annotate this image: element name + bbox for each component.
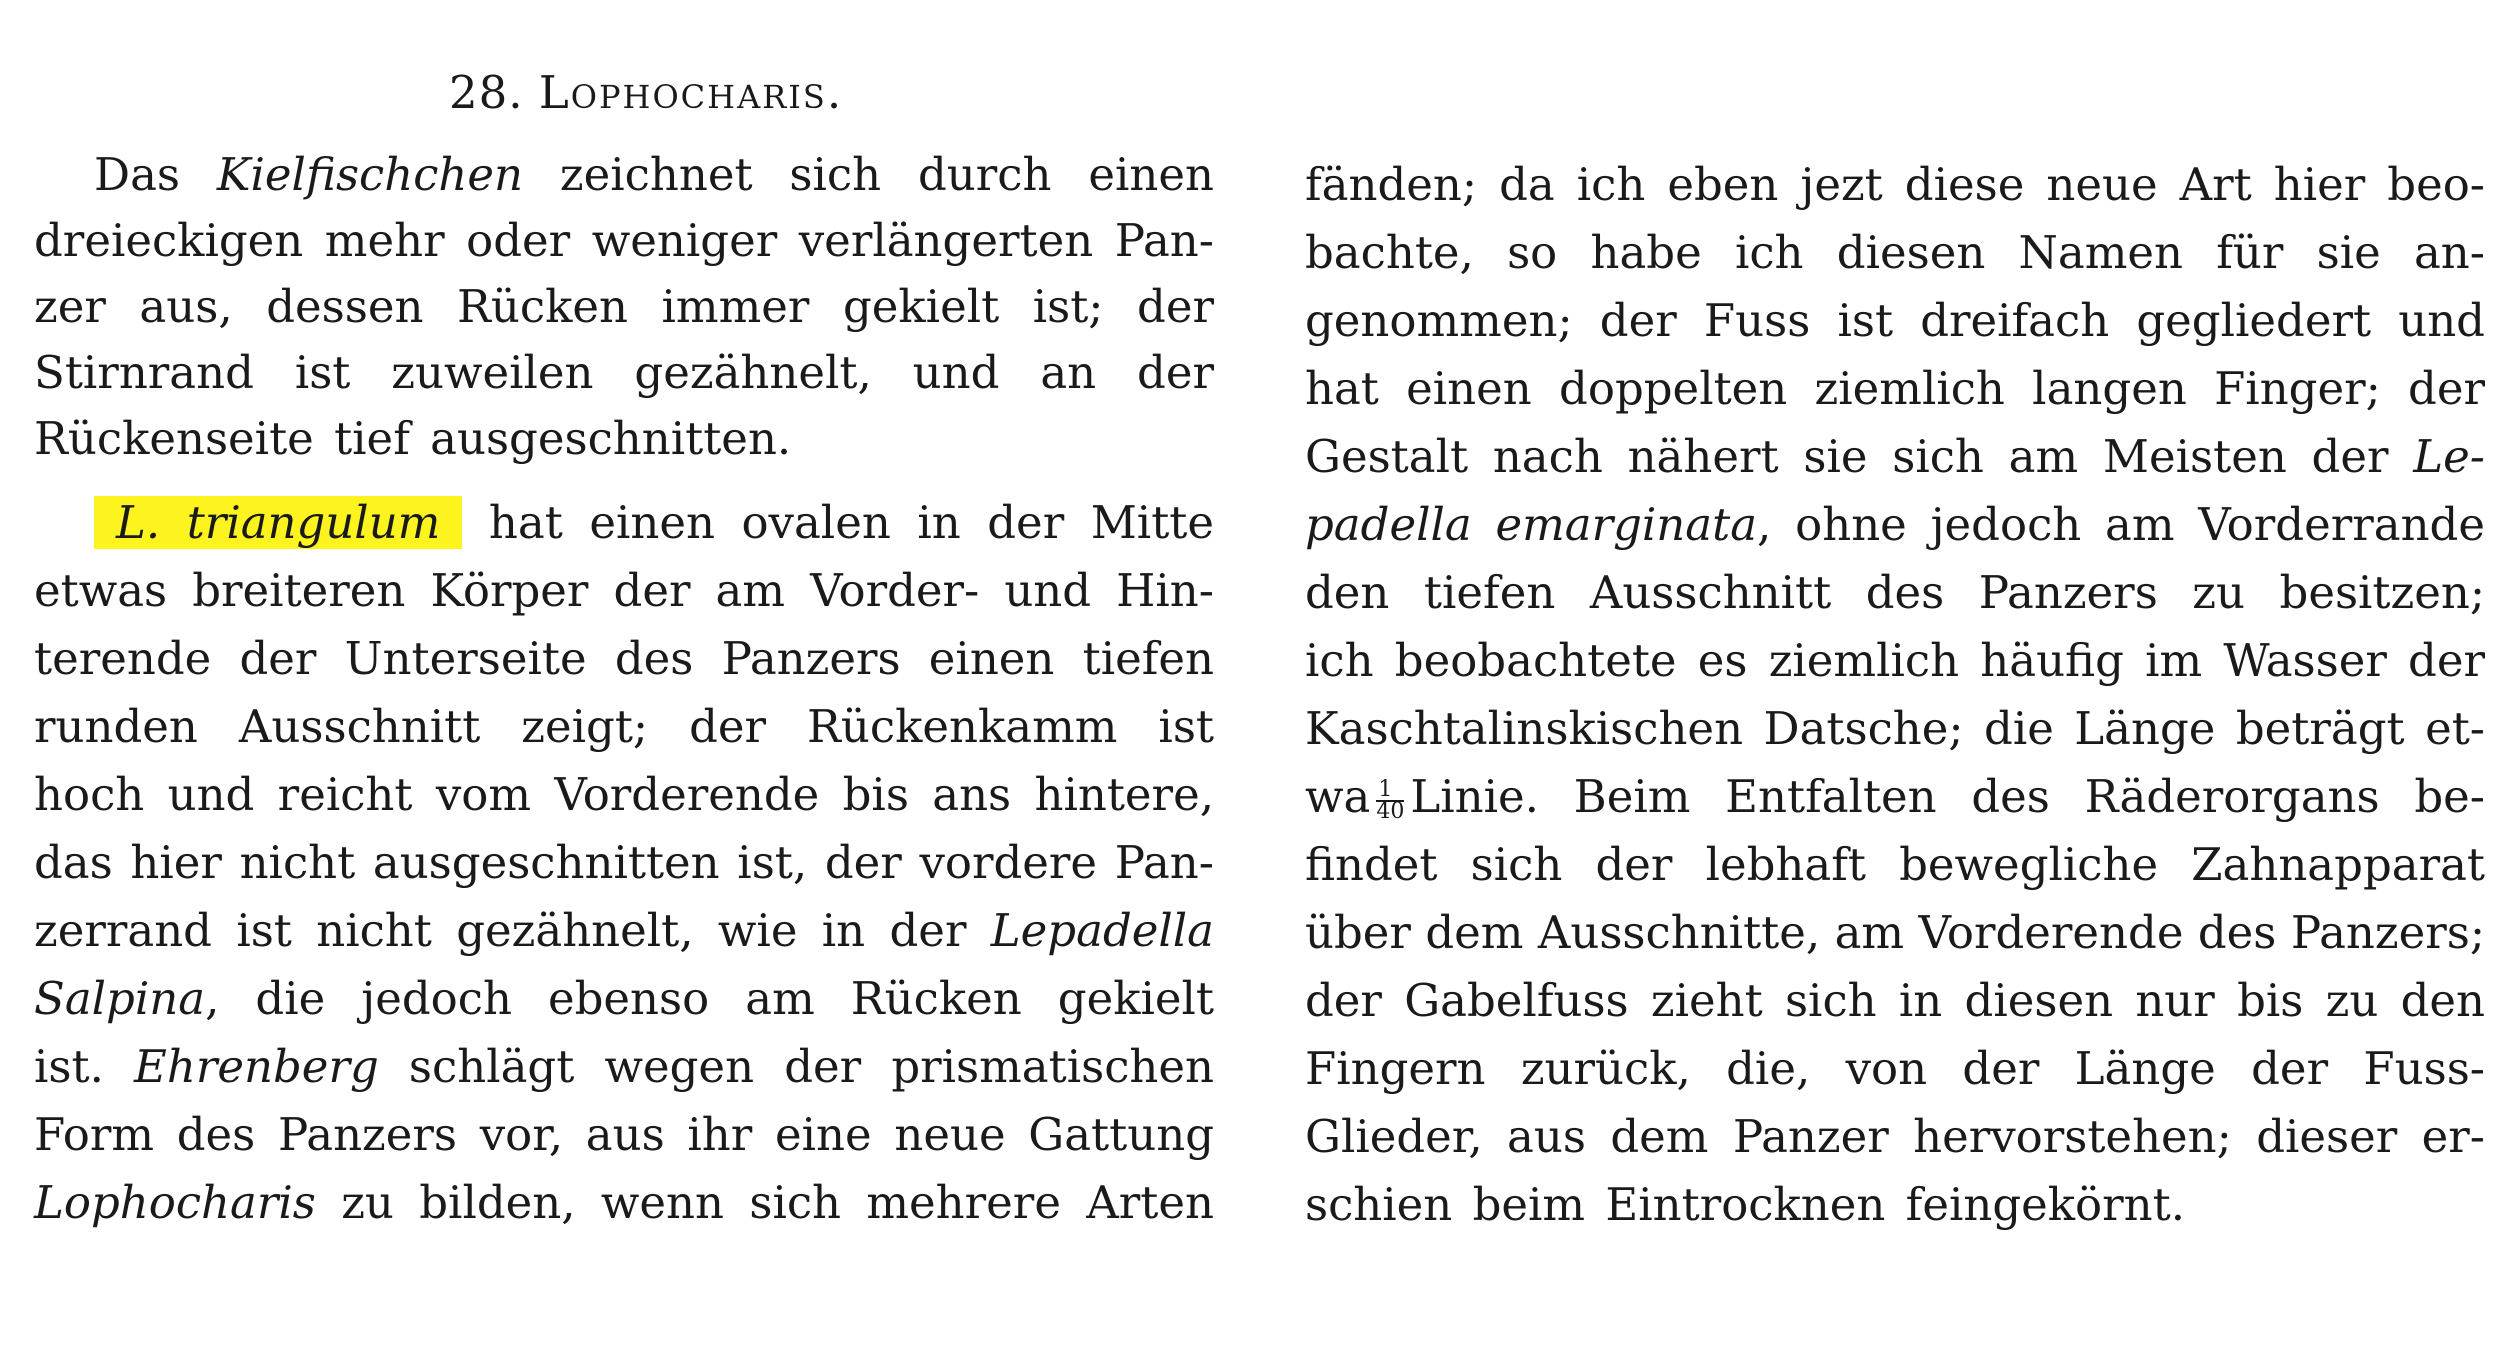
text-line: Form des Panzers vor, aus ihr eine neue Gattung bbox=[34, 1108, 1214, 1161]
text-line: findet sich der lebhaft bewegliche Zahnapparat bbox=[1305, 838, 2485, 891]
text-line: Fingern zurück, die, von der Länge der Fuss- bbox=[1305, 1042, 2485, 1095]
text-line: wa $\frac{1}{40}$ Linie. Beim Entfalten des Räderorgans be- bbox=[1305, 770, 2485, 824]
text-line: Stirnrand ist zuweilen gezähnelt, und an der bbox=[34, 346, 1214, 399]
text-line: der Gabelfuss zieht sich in diesen nur bis zu den bbox=[1305, 974, 2485, 1027]
text-line: Kaschtalinskischen Datsche; die Länge beträgt et- bbox=[1305, 702, 2485, 755]
fraction: $\frac{1}{40}$ bbox=[1376, 776, 1405, 824]
text-line: Salpina, die jedoch ebenso am Rücken gekielt bbox=[34, 972, 1214, 1025]
section-number: 28. bbox=[449, 66, 524, 119]
text-line: hoch und reicht vom Vorderende bis ans hintere, bbox=[34, 768, 1214, 821]
genus-common-name: Kielfischchen bbox=[216, 148, 524, 201]
text-line: Glieder, aus dem Panzer hervorstehen; dieser er- bbox=[1305, 1110, 2485, 1163]
highlighted-species-name: L. triangulum bbox=[94, 496, 462, 549]
text-line: Rückenseite tief ausgeschnitten. bbox=[34, 412, 792, 465]
text-line: L. triangulum hat einen ovalen in der Mitte bbox=[34, 488, 1214, 558]
text-line: ich beobachtete es ziemlich häufig im Wasser der bbox=[1305, 634, 2485, 687]
section-name: Lophocharis. bbox=[538, 66, 844, 119]
text-line: zer aus, dessen Rücken immer gekielt ist; der bbox=[34, 280, 1214, 333]
text-line: Lophocharis zu bilden, wenn sich mehrere Arten bbox=[34, 1176, 1214, 1229]
section-heading bbox=[449, 66, 843, 119]
text-line: Das Kielfischchen zeichnet sich durch einen bbox=[94, 148, 1214, 201]
text-line: fänden; da ich eben jezt diese neue Art hier beo- bbox=[1305, 158, 2485, 211]
text-line: Gestalt nach nähert sie sich am Meisten der Le- bbox=[1305, 430, 2485, 483]
text-line: padella emarginata, ohne jedoch am Vorderrande bbox=[1305, 498, 2485, 551]
text-line: terende der Unterseite des Panzers einen tiefen bbox=[34, 632, 1214, 685]
text-line: ist. Ehrenberg schlägt wegen der prismatischen bbox=[34, 1040, 1214, 1093]
text-line: runden Ausschnitt zeigt; der Rückenkamm ist bbox=[34, 700, 1214, 753]
text-line: genommen; der Fuss ist dreifach gegliedert und bbox=[1305, 294, 2485, 347]
text-line: bachte, so habe ich diesen Namen für sie an- bbox=[1305, 226, 2485, 279]
text-line: dreieckigen mehr oder weniger verlängerten Pan- bbox=[34, 214, 1214, 267]
text-line: den tiefen Ausschnitt des Panzers zu besitzen; bbox=[1305, 566, 2485, 619]
text-line: etwas breiteren Körper der am Vorder- und Hin- bbox=[34, 564, 1214, 617]
text-line: hat einen doppelten ziemlich langen Finger; der bbox=[1305, 362, 2485, 415]
text-line: schien beim Eintrocknen feingekörnt. bbox=[1305, 1178, 2186, 1231]
text-line: zerrand ist nicht gezähnelt, wie in der Lepadella bbox=[34, 904, 1214, 957]
text-line: über dem Ausschnitte, am Vorderende des Panzers; bbox=[1305, 906, 2485, 959]
text-line: das hier nicht ausgeschnitten ist, der vordere Pan- bbox=[34, 836, 1214, 889]
